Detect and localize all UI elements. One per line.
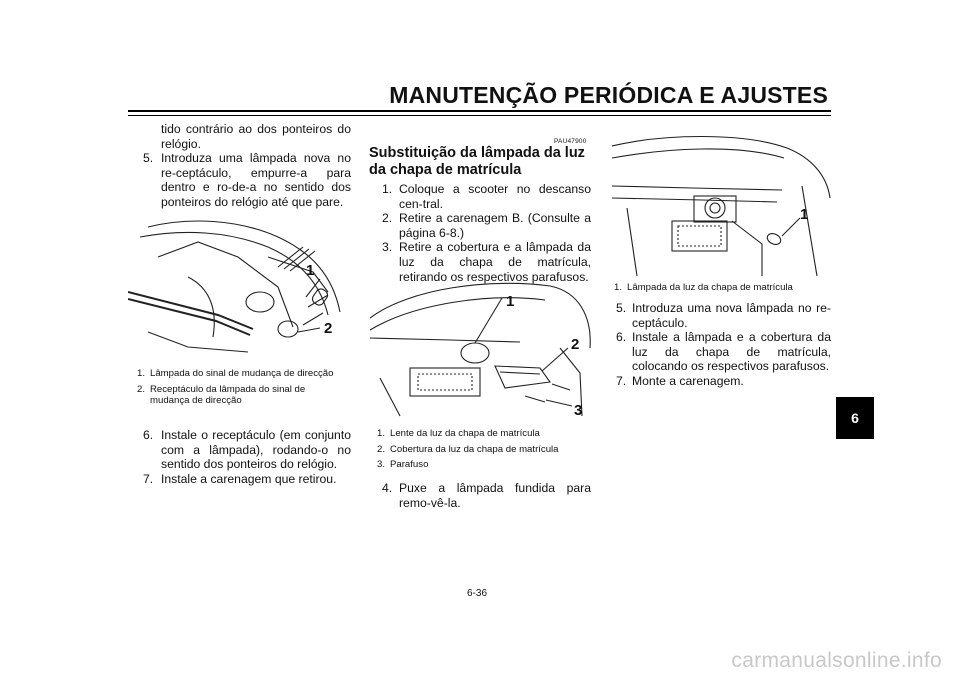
caption-number: 3. [377, 459, 386, 470]
header-rule-thin [128, 115, 831, 116]
step-text: Coloque a scooter no descanso cen-tral. [399, 182, 591, 211]
step-6 [612, 330, 831, 374]
step-number: 2. [382, 211, 393, 226]
caption-item [137, 384, 337, 407]
step-number: 4. [382, 481, 393, 495]
step-text: Instale a carenagem que retirou. [161, 471, 337, 486]
step-number: 1. [382, 182, 393, 196]
step-text: Instale a lâmpada e a cobertura da luz da chapa de matrícula, colocando os respectivos parafusos. [632, 330, 831, 374]
caption-text: Lente da luz da chapa de matrícula [390, 428, 540, 439]
callout-3: 3 [574, 402, 583, 419]
page-header-title: MANUTENÇÃO PERIÓDICA E AJUSTES [389, 82, 828, 108]
step-7 [127, 472, 351, 487]
step-5 [612, 301, 831, 330]
section-code: PAU47900 [554, 138, 587, 145]
caption-text: Lâmpada do sinal de mudança de direcção [150, 368, 334, 379]
step-text: Puxe a lâmpada fundida para remo-vê-la. [399, 481, 591, 510]
caption-item [137, 368, 337, 380]
caption-number: 1. [377, 428, 386, 439]
section-title: Substituição da lâmpada da luz da chapa de matrícula [369, 145, 585, 178]
callout-1: 1 [506, 293, 515, 310]
chapter-tab[interactable]: 6 [836, 397, 874, 439]
step-number: 7. [143, 471, 154, 486]
step-4 [369, 481, 591, 510]
column-1-text [127, 122, 351, 210]
step-text: Introduza uma lâmpada nova no re-ceptáculo, empurre-a para dentro e ro-de-a no sentido dos ponteiros do relógio até que pare. [161, 151, 351, 209]
step-number: 5. [616, 301, 627, 315]
callout-2: 2 [571, 336, 580, 353]
step-5 [127, 151, 351, 209]
step-1 [369, 182, 591, 211]
figure-3-caption [614, 282, 834, 298]
step-number: 6. [616, 330, 627, 345]
figure-1-captions [137, 368, 337, 411]
page-number: 6-36 [467, 588, 488, 599]
step-number: 7. [616, 373, 627, 388]
caption-item [377, 428, 587, 440]
step-2 [369, 211, 591, 240]
step-text: Introduza uma nova lâmpada no re-ceptáculo. [632, 301, 831, 330]
license-plate-light-illustration [370, 278, 592, 420]
header-rule-thick [128, 110, 831, 112]
column-1-steps [127, 428, 351, 486]
bulb-installation-illustration [612, 126, 832, 276]
continuation-text: tido contrário ao dos ponteiros do relógio. [161, 122, 351, 151]
caption-number: 1. [614, 282, 623, 293]
callout-2: 2 [324, 320, 333, 337]
caption-text: Parafuso [390, 459, 429, 470]
caption-number: 2. [377, 443, 386, 455]
step-text: Instale o receptáculo (em conjunto com a lâmpada), rodando-o no sentido dos ponteiros do relógio. [161, 428, 351, 472]
callout-1: 1 [800, 206, 809, 223]
callout-1: 1 [306, 262, 315, 279]
step-6 [127, 428, 351, 472]
step-number: 3. [382, 240, 393, 255]
turn-signal-bulb-illustration [128, 217, 350, 359]
step-text: Monte a carenagem. [632, 373, 744, 388]
caption-item [377, 459, 587, 471]
caption-text: Cobertura da luz da chapa de matrícula [390, 443, 559, 455]
caption-item [614, 282, 834, 294]
step-number: 5. [143, 151, 154, 166]
caption-text: Receptáculo da lâmpada do sinal de mudança de direcção [150, 383, 306, 406]
column-2-final-step [369, 481, 591, 510]
figure-2-captions [377, 428, 587, 475]
column-3-steps [612, 301, 831, 389]
caption-number: 1. [137, 368, 146, 379]
step-7 [612, 374, 831, 389]
column-2-steps [369, 182, 591, 284]
caption-text: Lâmpada da luz da chapa de matrícula [627, 282, 793, 293]
step-text: Retire a cobertura e a lâmpada da luz da chapa de matrícula, retirando os respectivos parafusos. [399, 240, 591, 284]
caption-number: 2. [137, 383, 146, 395]
watermark: carmanualsonline.info [731, 649, 942, 672]
step-number: 6. [143, 428, 154, 442]
caption-item [377, 444, 587, 456]
step-text: Retire a carenagem B. (Consulte a página 6-8.) [399, 211, 591, 240]
